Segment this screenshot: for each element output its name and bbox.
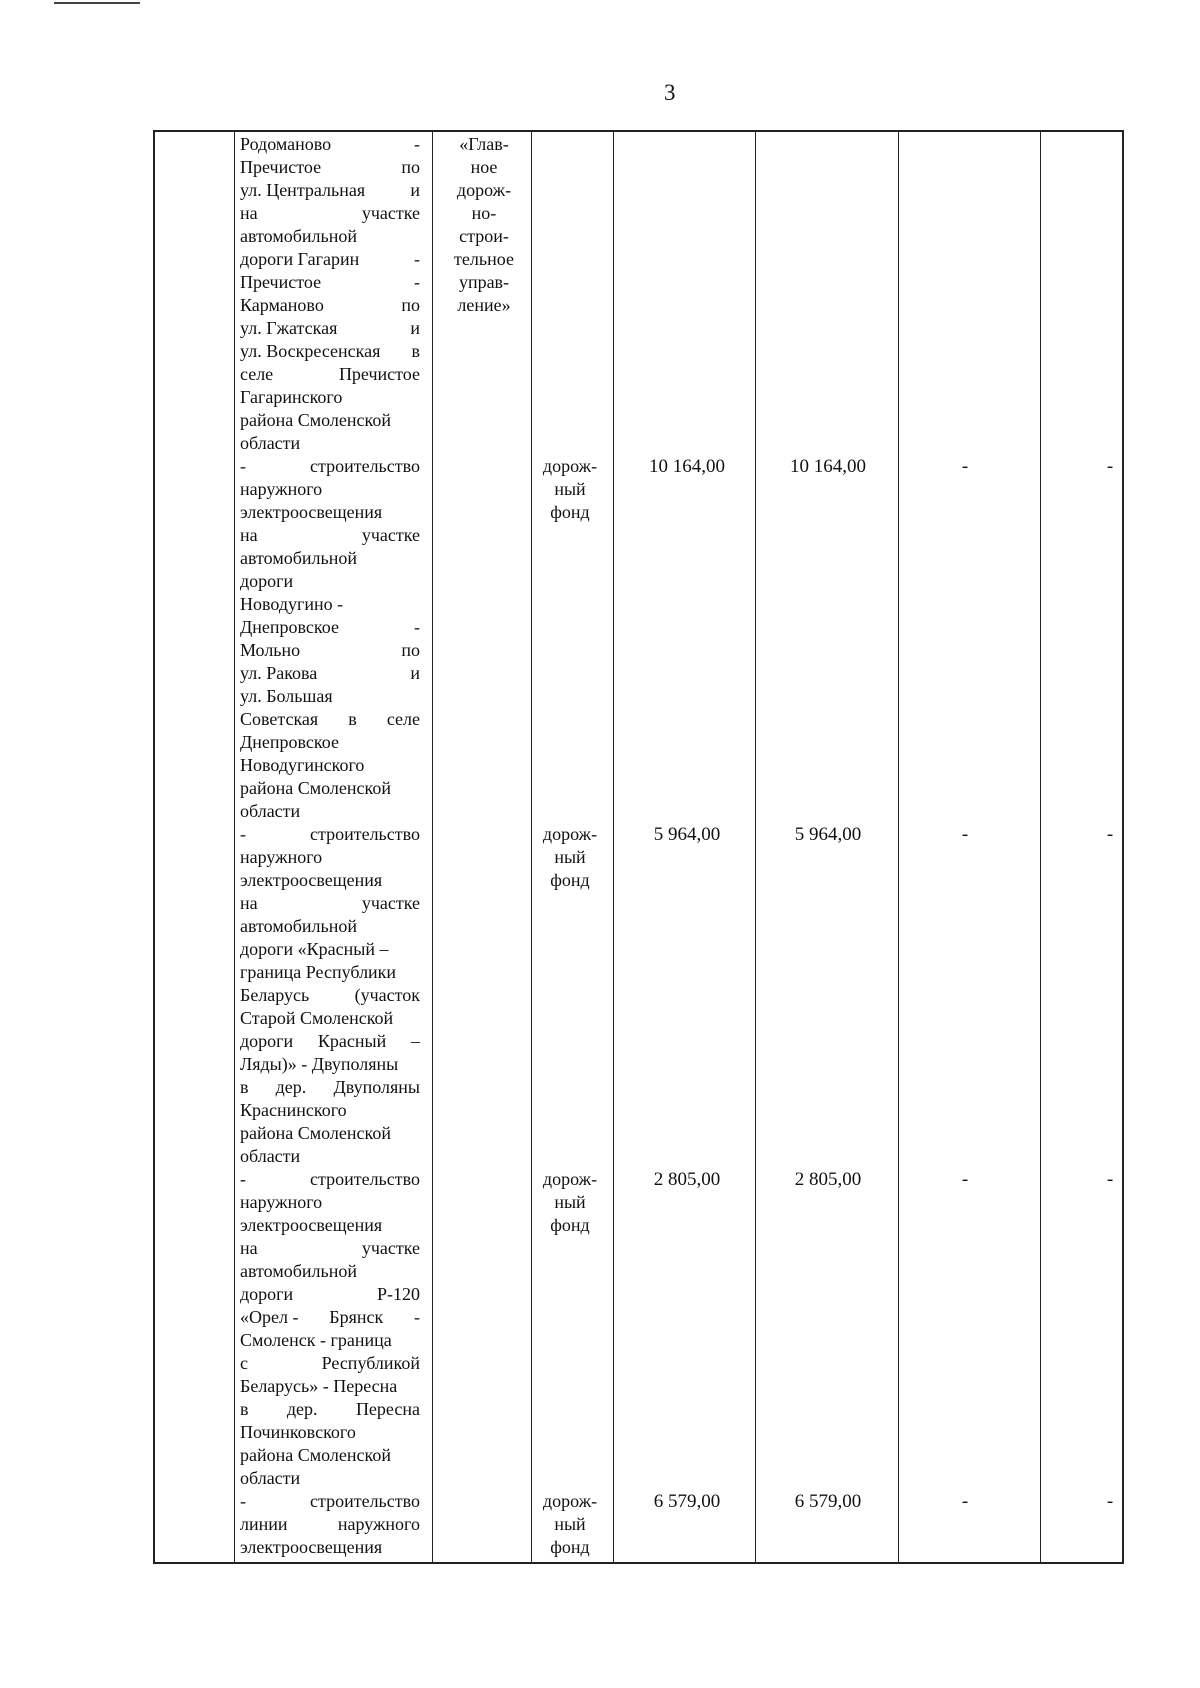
amount-total-cell: 5 964,00 [653, 824, 721, 845]
description-word: Республикой [321, 1353, 420, 1373]
description-word: области [240, 801, 301, 821]
description-word: строительство [310, 456, 420, 476]
description-line [240, 1260, 420, 1283]
organization-line: строи- [459, 226, 509, 246]
organization-line: ное [470, 157, 498, 177]
description-line [240, 1329, 420, 1352]
description-word: - [240, 824, 246, 844]
funding-source-line: фонд [550, 502, 590, 522]
description-word: наружного [337, 1514, 420, 1534]
description-word: и [410, 318, 420, 338]
description-line [240, 1030, 420, 1053]
description-word: Пречистое [240, 272, 322, 292]
description-word: дороги Гагарин [240, 249, 360, 269]
description-line [240, 1283, 420, 1306]
description-cell [240, 823, 420, 1168]
description-word: Пречистое [338, 364, 420, 384]
description-line [240, 1513, 420, 1536]
funding-source-line: ный [554, 1192, 586, 1212]
description-word: области [240, 1146, 301, 1166]
description-line [240, 1421, 420, 1444]
empty-value-cell: - [1106, 824, 1114, 845]
description-word: в [348, 709, 357, 729]
description-word: дороги «Красный – [240, 939, 389, 959]
funding-source-line: дорож- [542, 1169, 598, 1189]
description-word: - [240, 1491, 246, 1511]
description-word: селе [386, 709, 420, 729]
funding-source-line: фонд [550, 1215, 590, 1235]
empty-value-cell: - [961, 1491, 969, 1512]
description-word: Пречистое [240, 157, 322, 177]
description-word: Красный [317, 1031, 387, 1051]
description-word: ул. Центральная [240, 180, 366, 200]
description-line [240, 478, 420, 501]
description-word: дер. [286, 1399, 318, 1419]
empty-value-cell: - [1106, 1169, 1114, 1190]
empty-value-cell: - [961, 1169, 969, 1190]
description-word: Старой Смоленской [240, 1008, 394, 1028]
description-word: участке [361, 893, 420, 913]
description-word: строительство [310, 1491, 420, 1511]
col-divider-7 [1040, 130, 1041, 1564]
description-word: области [240, 433, 301, 453]
description-line [240, 593, 420, 616]
col-divider-5 [755, 130, 756, 1564]
funding-source-cell [530, 1168, 610, 1237]
description-word: на [240, 893, 258, 913]
description-word: наружного [240, 1192, 323, 1212]
description-word: участке [361, 203, 420, 223]
description-word: - [414, 617, 420, 637]
description-line [240, 1053, 420, 1076]
description-line [240, 1007, 420, 1030]
description-line [240, 202, 420, 225]
description-word: автомобильной [240, 916, 357, 936]
description-word: - [240, 456, 246, 476]
description-word: Починковского [240, 1422, 356, 1442]
description-word: - [413, 1307, 420, 1327]
organization-cell [440, 133, 528, 317]
description-line [240, 1099, 420, 1122]
description-word: района Смоленской [240, 1445, 391, 1465]
description-word: Советская [240, 709, 319, 729]
description-word: участке [361, 525, 420, 545]
description-word: строительство [310, 824, 420, 844]
description-word: в [411, 341, 420, 361]
description-word: ул. Гжатская [240, 318, 338, 338]
description-line [240, 156, 420, 179]
description-word: ул. Большая [240, 686, 333, 706]
funding-source-cell [530, 455, 610, 524]
description-line [240, 731, 420, 754]
description-word: района Смоленской [240, 778, 391, 798]
organization-line: дорож- [456, 180, 512, 200]
description-line [240, 1237, 420, 1260]
description-word: Ляды)» - Двуполяны [240, 1054, 399, 1074]
description-word: автомобильной [240, 226, 357, 246]
description-word: области [240, 1468, 301, 1488]
description-line [240, 639, 420, 662]
description-word: Новодугинского [240, 755, 365, 775]
description-word: района Смоленской [240, 1123, 391, 1143]
description-line [240, 501, 420, 524]
description-line [240, 1214, 420, 1237]
description-word: - [414, 249, 420, 269]
description-word: Днепровское [240, 617, 339, 637]
description-word: дер. [275, 1077, 307, 1097]
description-line [240, 1306, 420, 1329]
funding-source-line: ный [554, 1514, 586, 1534]
description-line [240, 938, 420, 961]
description-line [240, 616, 420, 639]
description-word: Беларусь» - Пересна [240, 1376, 398, 1396]
description-line [240, 846, 420, 869]
amount-total-cell: 6 579,00 [653, 1491, 721, 1512]
page-number: 3 [664, 80, 676, 105]
organization-line: тельное [454, 249, 514, 269]
scan-edge-mark [54, 2, 140, 4]
funding-source-cell [530, 1490, 610, 1559]
description-word: Мольно [240, 640, 301, 660]
description-word: по [401, 295, 420, 315]
description-line [240, 248, 420, 271]
description-line [240, 1191, 420, 1214]
funding-source-line: дорож- [542, 824, 598, 844]
col-divider-4 [613, 130, 614, 1564]
description-line [240, 892, 420, 915]
description-line [240, 662, 420, 685]
description-word: ул. Ракова [240, 663, 318, 683]
amount-cell: 6 579,00 [794, 1491, 862, 1512]
description-word: Родоманово [240, 134, 332, 154]
description-word: электроосвещения [240, 1537, 383, 1557]
description-word: дороги [240, 571, 294, 591]
funding-source-line: дорож- [542, 1491, 598, 1511]
amount-cell: 2 805,00 [794, 1169, 862, 1190]
col-divider-1 [234, 130, 235, 1564]
description-line [240, 133, 420, 156]
description-line [240, 432, 420, 455]
description-line [240, 524, 420, 547]
description-word: селе [240, 364, 274, 384]
description-word: автомобильной [240, 1261, 357, 1281]
description-word: электроосвещения [240, 1215, 383, 1235]
description-word: автомобильной [240, 548, 357, 568]
description-line [240, 1444, 420, 1467]
description-line [240, 984, 420, 1007]
description-word: линии [240, 1514, 288, 1534]
funding-source-line: ный [554, 479, 586, 499]
description-word: дороги [240, 1031, 294, 1051]
description-line [240, 1168, 420, 1191]
description-line [240, 777, 420, 800]
description-word: наружного [240, 847, 323, 867]
description-line [240, 363, 420, 386]
description-word: Беларусь [240, 985, 310, 1005]
funding-source-line: фонд [550, 1537, 590, 1557]
description-line [240, 754, 420, 777]
description-word: Смоленск - граница [240, 1330, 392, 1350]
description-line [240, 570, 420, 593]
amount-cell: 10 164,00 [790, 456, 866, 477]
description-word: граница Республики [240, 962, 397, 982]
description-word: на [240, 203, 258, 223]
description-word: «Орел - [240, 1307, 299, 1327]
description-line [240, 455, 420, 478]
description-line [240, 1398, 420, 1421]
description-word: электроосвещения [240, 502, 383, 522]
description-line [240, 869, 420, 892]
description-word: Новодугино - [240, 594, 344, 614]
description-line [240, 823, 420, 846]
description-line [240, 1076, 420, 1099]
funding-source-line: дорож- [542, 456, 598, 476]
description-line [240, 294, 420, 317]
description-line [240, 409, 420, 432]
empty-value-cell: - [1106, 456, 1114, 477]
description-word: Брянск [329, 1307, 384, 1327]
description-word: (участок [354, 985, 420, 1005]
description-word: на [240, 525, 258, 545]
description-cell [240, 1168, 420, 1490]
description-cell [240, 133, 420, 455]
description-line [240, 1352, 420, 1375]
description-word: Кармановo [240, 295, 324, 315]
description-line [240, 915, 420, 938]
organization-line: ление» [457, 295, 511, 315]
empty-value-cell: - [1106, 1491, 1114, 1512]
description-word: Гагаринского [240, 387, 343, 407]
description-word: - [414, 272, 420, 292]
description-word: - [240, 1169, 246, 1189]
description-word: - [414, 134, 420, 154]
description-line [240, 961, 420, 984]
amount-total-cell: 2 805,00 [653, 1169, 721, 1190]
description-line [240, 1375, 420, 1398]
description-word: района Смоленской [240, 410, 391, 430]
description-word: Р-120 [376, 1284, 420, 1304]
description-line [240, 340, 420, 363]
description-cell [240, 455, 420, 823]
description-word: Днепровское [240, 732, 339, 752]
empty-value-cell: - [961, 456, 969, 477]
description-line [240, 685, 420, 708]
description-word: наружного [240, 479, 323, 499]
description-cell [240, 1490, 420, 1559]
col-divider-6 [898, 130, 899, 1564]
description-line [240, 1145, 420, 1168]
description-line [240, 547, 420, 570]
description-line [240, 1122, 420, 1145]
description-word: электроосвещения [240, 870, 383, 890]
description-word: и [410, 180, 420, 200]
description-line [240, 1536, 420, 1559]
funding-source-line: фонд [550, 870, 590, 890]
description-word: ул. Воскресенская [240, 341, 381, 361]
description-word: по [401, 640, 420, 660]
description-word: с [240, 1353, 248, 1373]
amount-total-cell: 10 164,00 [649, 456, 725, 477]
organization-line: «Глав- [459, 134, 509, 154]
description-line [240, 179, 420, 202]
description-word: на [240, 1238, 258, 1258]
description-line [240, 708, 420, 731]
description-word: участке [361, 1238, 420, 1258]
description-word: в [240, 1399, 249, 1419]
description-line [240, 1467, 420, 1490]
description-word: – [411, 1031, 420, 1051]
empty-value-cell: - [961, 824, 969, 845]
description-line [240, 386, 420, 409]
funding-source-line: ный [554, 847, 586, 867]
description-word: в [240, 1077, 249, 1097]
description-word: дороги [240, 1284, 294, 1304]
amount-cell: 5 964,00 [794, 824, 862, 845]
description-word: строительство [310, 1169, 420, 1189]
col-divider-2 [432, 130, 433, 1564]
description-line [240, 1490, 420, 1513]
description-word: Краснинского [240, 1100, 347, 1120]
description-word: Пересна [355, 1399, 420, 1419]
organization-line: но- [471, 203, 497, 223]
description-line [240, 317, 420, 340]
description-line [240, 800, 420, 823]
description-line [240, 225, 420, 248]
funding-source-cell [530, 823, 610, 892]
description-line [240, 271, 420, 294]
description-word: по [401, 157, 420, 177]
description-word: и [410, 663, 420, 683]
organization-line: управ- [458, 272, 510, 292]
description-word: Двуполяны [333, 1077, 420, 1097]
